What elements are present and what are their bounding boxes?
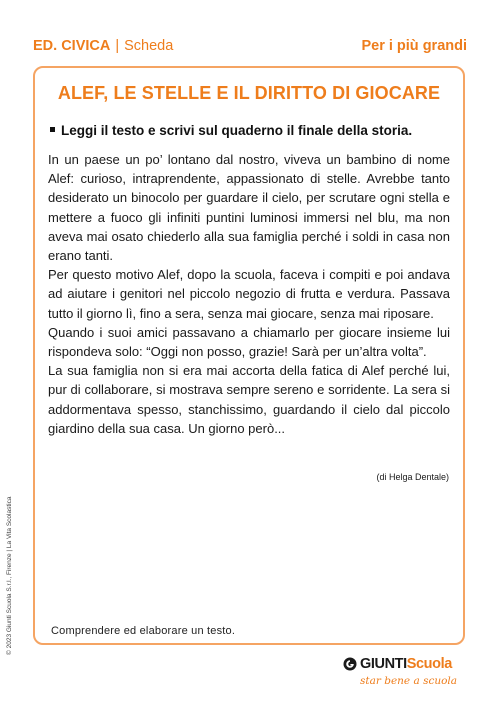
instruction-text: Leggi il testo e scrivi sul quaderno il finale della storia. bbox=[61, 123, 413, 138]
story-paragraph: Per questo motivo Alef, dopo la scuola, faceva i compiti e poi andava ad aiutare i genitori nel piccolo negozio di frutta e verdura. Passava tutto il giorno lì, fino a sera, senza mai giocare, senza mai riposare. bbox=[48, 267, 450, 321]
story-card bbox=[33, 66, 465, 645]
bullet-icon bbox=[50, 127, 55, 132]
brand-name bbox=[360, 656, 452, 672]
section-name: ED. CIVICA bbox=[33, 38, 111, 54]
brand-tagline: star bene a scuola bbox=[360, 675, 458, 687]
story-text bbox=[48, 150, 450, 438]
story-paragraph: In un paese un po’ lontano dal nostro, viveva un bambino di nome Alef: curioso, intraprendente, appassionato di stelle. Avrebbe tanto desiderato un binocolo per guardare il cielo, per scrutare ogni stella e mettere a fuoco gli infiniti puntini luminosi immersi nel blu, ma non aveva mai osato chiederlo alla sua famiglia perché i soldi in casa non erano tanti. bbox=[48, 152, 450, 264]
brand-accent: Scuola bbox=[406, 656, 452, 672]
story-paragraph: Quando i suoi amici passavano a chiamarlo per giocare insieme lui rispondeva solo: “Oggi non posso, grazie! Sarà per un’altra volta”. bbox=[48, 324, 450, 360]
publisher-logo bbox=[340, 655, 465, 695]
brand-main: GIUNTI bbox=[360, 656, 407, 672]
sheet-type: Scheda bbox=[124, 38, 174, 54]
header-separator: | bbox=[115, 38, 120, 54]
giunti-logo-icon bbox=[343, 657, 357, 671]
level-label: Per i più grandi bbox=[361, 38, 467, 54]
header-section-label bbox=[33, 38, 173, 54]
page-title: ALEF, LE STELLE E IL DIRITTO DI GIOCARE bbox=[57, 83, 441, 103]
instruction bbox=[50, 123, 451, 138]
story-author: (di Helga Dentale) bbox=[376, 472, 449, 482]
page-header bbox=[33, 38, 467, 62]
competence-label: Comprendere ed elaborare un testo. bbox=[51, 625, 236, 637]
copyright-notice: © 2023 Giunti Scuola S.r.l., Firenze | La Vita Scolastica bbox=[6, 496, 13, 655]
story-paragraph: La sua famiglia non si era mai accorta della fatica di Alef perché lui, pur di collaborare, si mostrava sempre sereno e sorridente. La sera si addormentava spesso, stanchissimo, guardando il cielo dal piccolo giardino della sua casa. Un giorno però... bbox=[48, 363, 450, 436]
